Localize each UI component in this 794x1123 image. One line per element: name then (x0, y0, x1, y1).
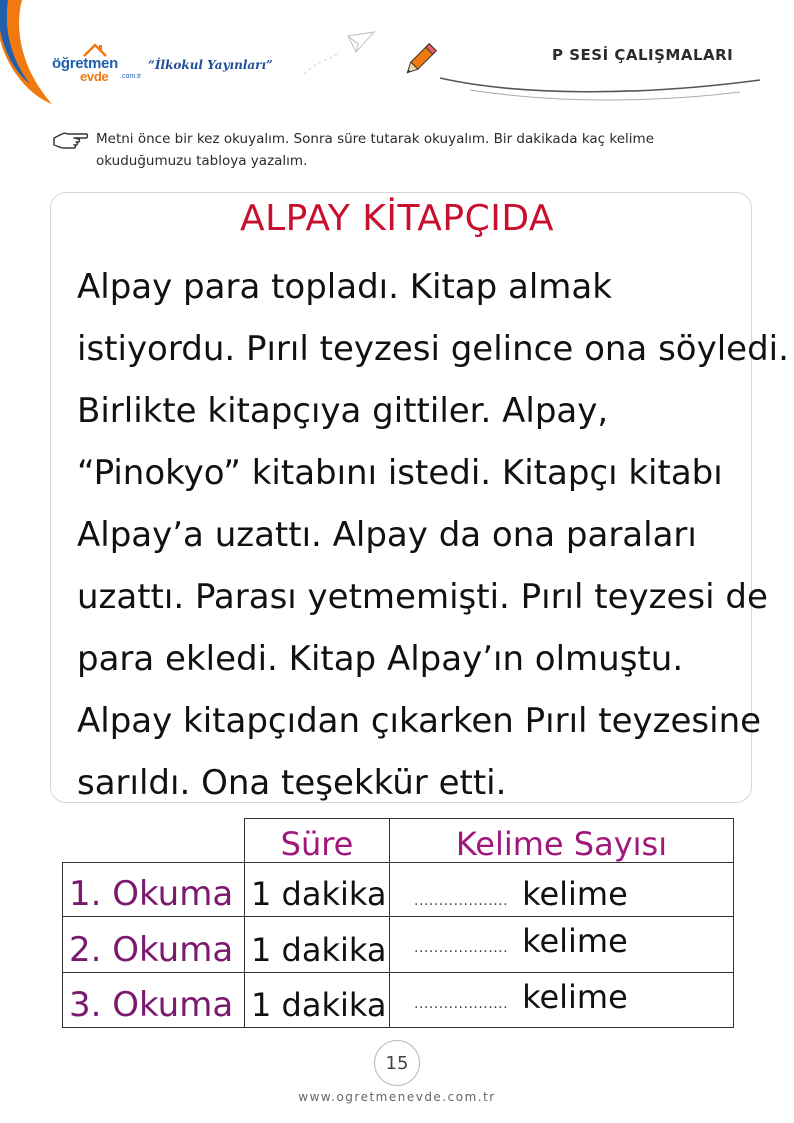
page-number: 15 (374, 1040, 420, 1086)
word-count-blank[interactable]: ................... (414, 893, 509, 909)
story-text (77, 256, 789, 814)
story-line: para ekledi. Kitap Alpay’ın olmuştu. (77, 639, 684, 679)
instruction-text: Metni önce bir kez okuyalım. Sonra süre tutarak okuyalım. Bir dakikada kaç kelime okuduğumuzu tabloya yazalım. (96, 131, 654, 169)
footer-url[interactable]: www.ogretmenevde.com.tr (298, 1090, 496, 1104)
table-header-word-count-label: Kelime Sayısı (455, 825, 668, 863)
reading-label: 1. Okuma (69, 874, 234, 914)
logo-word-ogretmen: öğretmen (52, 55, 118, 72)
word-count-cell[interactable] (389, 862, 734, 916)
word-count-cell[interactable] (389, 972, 734, 1028)
table-header-duration-label: Süre (280, 825, 354, 863)
story-line: “Pinokyo” kitabını istedi. Kitapçı kitabı (77, 453, 723, 493)
word-count-cell[interactable] (389, 916, 734, 972)
reading-log-table (62, 818, 734, 1028)
word-count-blank[interactable]: ................... (414, 996, 509, 1012)
word-count-blank[interactable]: ................... (414, 940, 509, 956)
story-title: ALPAY KİTAPÇIDA (239, 198, 555, 239)
word-unit: kelime (522, 978, 628, 1016)
reading-label: 3. Okuma (69, 985, 234, 1025)
pointing-hand-icon (52, 128, 90, 154)
duration-value: 1 dakika (251, 875, 387, 913)
publisher-logo (52, 50, 292, 90)
story-line: Alpay para topladı. Kitap almak (77, 267, 612, 307)
table-row (62, 972, 245, 1028)
word-unit: kelime (522, 875, 628, 913)
duration-value: 1 dakika (251, 986, 387, 1024)
story-line: sarıldı. Ona teşekkür etti. (77, 763, 507, 803)
logo-tld: .com.tr (120, 73, 142, 80)
story-line: Alpay’a uzattı. Alpay da ona paraları (77, 515, 697, 555)
reading-label: 2. Okuma (69, 930, 234, 970)
word-unit: kelime (522, 922, 628, 960)
duration-value: 1 dakika (251, 931, 387, 969)
table-row (62, 916, 245, 972)
duration-cell (244, 862, 390, 916)
story-line: Alpay kitapçıdan çıkarken Pırıl teyzesine (77, 701, 762, 741)
story-line: istiyordu. Pırıl teyzesi gelince ona söyledi. (77, 329, 789, 369)
table-row (62, 862, 245, 916)
story-line: uzattı. Parası yetmemişti. Pırıl teyzesi de (77, 577, 768, 617)
story-line: Birlikte kitapçıya gittiler. Alpay, (77, 391, 609, 431)
page-title: P SESİ ÇALIŞMALARI (552, 46, 734, 64)
publisher-name: “İlkokul Yayınları” (148, 58, 273, 72)
pencil-icon (400, 40, 440, 80)
table-header-duration (244, 818, 390, 862)
logo-word-evde: evde (80, 69, 109, 84)
paper-plane-icon (300, 30, 390, 80)
duration-cell (244, 916, 390, 972)
duration-cell (244, 972, 390, 1028)
table-header-word-count (389, 818, 734, 862)
